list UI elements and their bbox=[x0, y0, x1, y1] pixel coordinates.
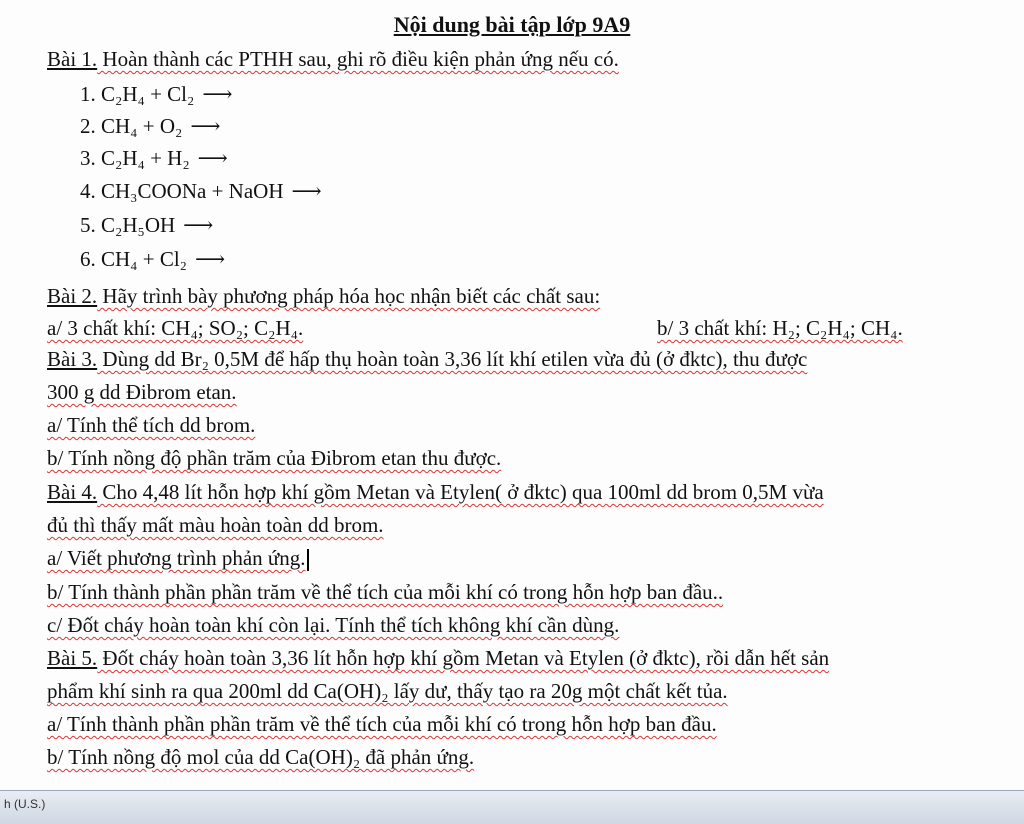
document-title: Nội dung bài tập lớp 9A9 bbox=[393, 12, 631, 37]
bai5-b: b/ Tính nồng độ mol của dd Ca(OH)₂ đã phản ứng. bbox=[47, 745, 475, 769]
bai3-text2: 300 g dd Đibrom etan. bbox=[47, 380, 237, 404]
bai1-text: Hoàn thành các PTHH sau, ghi rõ điều kiện phản ứng nếu có. bbox=[97, 47, 619, 71]
bai4-c: c/ Đốt cháy hoàn toàn khí còn lại. Tính thể tích không khí cần dùng. bbox=[47, 613, 620, 637]
bai3-a: a/ Tính thể tích dd brom. bbox=[47, 413, 256, 437]
bai2-a: a/ 3 chất khí: CH₄; SO₂; C₂H₄. bbox=[47, 316, 304, 340]
equation-2: 2. CH₄ + O₂ ⟶ bbox=[80, 114, 221, 138]
bai4-text2: đủ thì thấy mất màu hoàn toàn dd brom. bbox=[47, 513, 384, 537]
bai4-a: a/ Viết phương trình phản ứng. bbox=[47, 544, 309, 572]
bai3-label: Bài 3. bbox=[47, 347, 98, 371]
bai5-text2: phẩm khí sinh ra qua 200ml dd Ca(OH)₂ lấy dư, thấy tạo ra 20g một chất kết tủa. bbox=[47, 679, 728, 703]
bai3-heading bbox=[47, 345, 807, 373]
bai4-label: Bài 4. bbox=[47, 480, 98, 504]
equation-3: 3. C₂H₄ + H₂ ⟶ bbox=[80, 146, 228, 170]
equation-1: 1. C₂H₄ + Cl₂ ⟶ bbox=[80, 82, 233, 106]
equation-5: 5. C₂H₅OH ⟶ bbox=[80, 213, 214, 237]
bai4-text1: Cho 4,48 lít hỗn hợp khí gồm Metan và Etylen( ở đktc) qua 100ml dd brom 0,5M vừa bbox=[97, 480, 824, 504]
bai2-label: Bài 2. bbox=[47, 284, 98, 308]
bai2-text: Hãy trình bày phương pháp hóa học nhận biết các chất sau: bbox=[97, 284, 601, 308]
bai2-b: b/ 3 chất khí: H₂; C₂H₄; CH₄. bbox=[657, 316, 903, 340]
bai1-label: Bài 1. bbox=[47, 47, 98, 71]
bai5-text1: Đốt cháy hoàn toàn 3,36 lít hỗn hợp khí gồm Metan và Etylen (ở đktc), rồi dẫn hết sản bbox=[97, 646, 830, 670]
bai4-b: b/ Tính thành phần phần trăm về thể tích của mỗi khí có trong hỗn hợp ban đầu.. bbox=[47, 580, 724, 604]
bai5-a: a/ Tính thành phần phần trăm về thể tích của mỗi khí có trong hỗn hợp ban đầu. bbox=[47, 712, 717, 736]
bai5-heading bbox=[47, 644, 829, 672]
equation-4: 4. CH₃COONa + NaOH ⟶ bbox=[80, 179, 322, 203]
bai5-label: Bài 5. bbox=[47, 646, 98, 670]
bai3-b: b/ Tính nồng độ phần trăm của Đibrom etan thu được. bbox=[47, 446, 502, 470]
bai1-heading bbox=[47, 45, 619, 73]
text-cursor bbox=[307, 549, 309, 571]
bai2-heading bbox=[47, 282, 600, 310]
bai4-heading bbox=[47, 478, 824, 506]
status-bar bbox=[0, 790, 1024, 824]
bai3-text1: Dùng dd Br₂ 0,5M để hấp thụ hoàn toàn 3,36 lít khí etilen vừa đủ (ở đktc), thu được bbox=[97, 347, 808, 371]
equation-6: 6. CH₄ + Cl₂ ⟶ bbox=[80, 247, 226, 271]
language-indicator[interactable]: h (U.S.) bbox=[4, 797, 46, 811]
bai2-options bbox=[47, 314, 1007, 342]
